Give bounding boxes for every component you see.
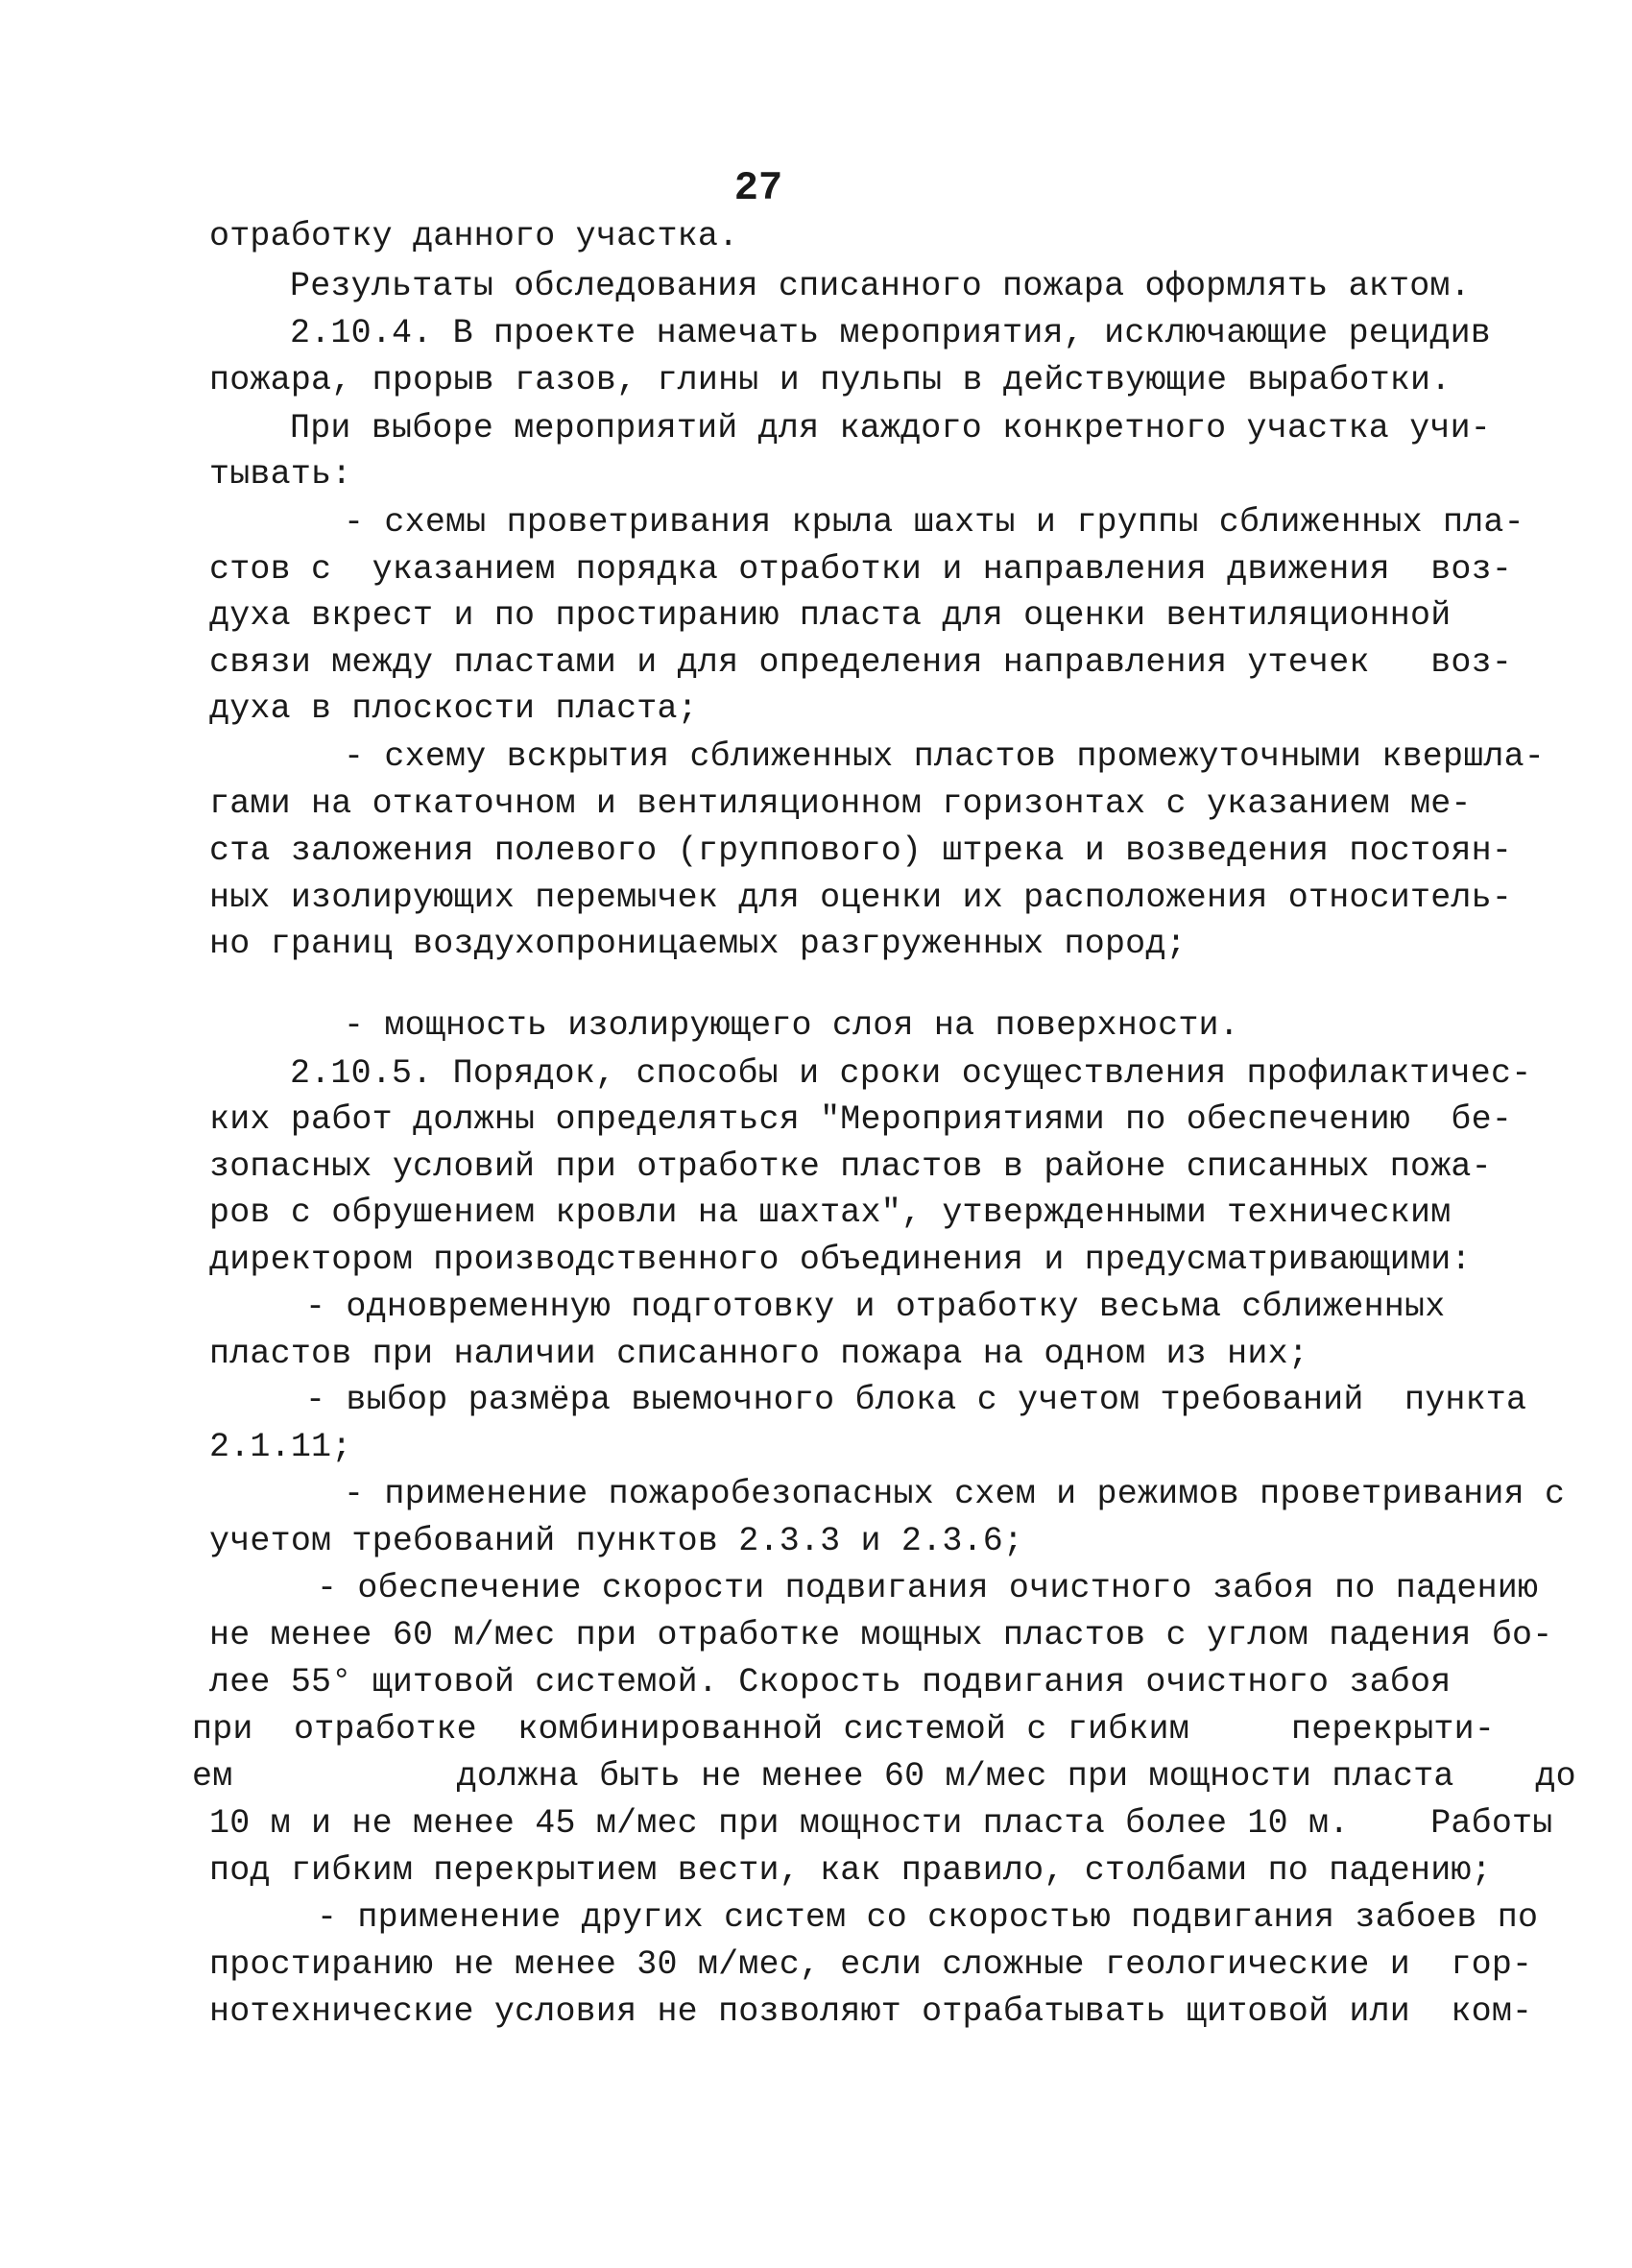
text-line: не менее 60 м/мес при отработке мощных пластов с углом падения бо-: [209, 1616, 1553, 1654]
text-line: стов с указанием порядка отработки и направления движения воз-: [209, 550, 1513, 589]
text-line: При выборе мероприятий для каждого конкретного участка учи-: [290, 409, 1492, 447]
text-line: директором производственного объединения и предусматривающими:: [209, 1241, 1472, 1279]
text-line: - выбор размёра выемочного блока с учетом требований пункта: [305, 1381, 1527, 1419]
text-line: - применение пожаробезопасных схем и режимов проветривания с: [344, 1475, 1566, 1513]
text-line: ров с обрушением кровли на шахтах", утвержденными техническим: [209, 1194, 1452, 1232]
text-line: 2.10.5. Порядок, способы и сроки осуществления профилактичес-: [290, 1054, 1532, 1093]
text-line: гами на откаточном и вентиляционном горизонтах с указанием ме-: [209, 784, 1472, 823]
text-line: но границ воздухопроницаемых разгруженных пород;: [209, 925, 1187, 963]
text-line: духа вкрест и по простиранию пласта для оценки вентиляционной: [209, 596, 1452, 635]
text-line: - применение других систем со скоростью подвигания забоев по: [317, 1898, 1539, 1937]
text-line: - мощность изолирующего слоя на поверхности.: [344, 1006, 1239, 1045]
page-number: 27: [733, 165, 783, 211]
text-line: - схему вскрытия сближенных пластов промежуточными квершла-: [344, 737, 1546, 776]
text-line: духа в плоскости пласта;: [209, 689, 698, 728]
text-line: лее 55° щитовой системой. Скорость подвигания очистного забоя: [209, 1663, 1452, 1701]
text-line: нотехнические условия не позволяют отрабатывать щитовой или ком-: [209, 1992, 1533, 2031]
text-line: тывать:: [209, 455, 352, 494]
text-line: простиранию не менее 30 м/мес, если сложные геологические и гор-: [209, 1945, 1533, 1984]
text-line: 10 м и не менее 45 м/мес при мощности пласта более 10 м. Работы: [209, 1804, 1553, 1843]
text-line: Результаты обследования списанного пожара оформлять актом.: [290, 267, 1471, 305]
text-line: 2.1.11;: [209, 1428, 352, 1466]
text-line: под гибким перекрытием вести, как правило, столбами по падению;: [209, 1851, 1492, 1890]
text-line: - обеспечение скорости подвигания очистного забоя по падению: [317, 1569, 1539, 1607]
text-line: ем должна быть не менее 60 м/мес при мощности пласта до: [192, 1757, 1576, 1796]
text-line: при отработке комбинированной системой с гибким перекрыти-: [192, 1710, 1496, 1749]
text-line: отработку данного участка.: [209, 217, 739, 255]
text-line: пластов при наличии списанного пожара на одном из них;: [209, 1335, 1308, 1373]
text-line: ных изолирующих перемычек для оценки их расположения относитель-: [209, 879, 1513, 917]
text-line: учетом требований пунктов 2.3.3 и 2.3.6;: [209, 1522, 1024, 1560]
text-line: - схемы проветривания крыла шахты и группы сближенных пла-: [344, 503, 1524, 542]
text-line: ких работ должны определяться "Мероприятиями по обеспечению бе-: [209, 1100, 1513, 1139]
text-line: ста заложения полевого (группового) штрека и возведения постоян-: [209, 832, 1513, 870]
text-line: связи между пластами и для определения направления утечек воз-: [209, 643, 1513, 682]
text-line: пожара, прорыв газов, глины и пульпы в действующие выработки.: [209, 361, 1452, 399]
text-line: - одновременную подготовку и отработку весьма сближенных: [305, 1288, 1446, 1326]
text-line: зопасных условий при отработке пластов в районе списанных пожа-: [209, 1147, 1492, 1186]
text-line: 2.10.4. В проекте намечать мероприятия, исключающие рецидив: [290, 314, 1492, 352]
